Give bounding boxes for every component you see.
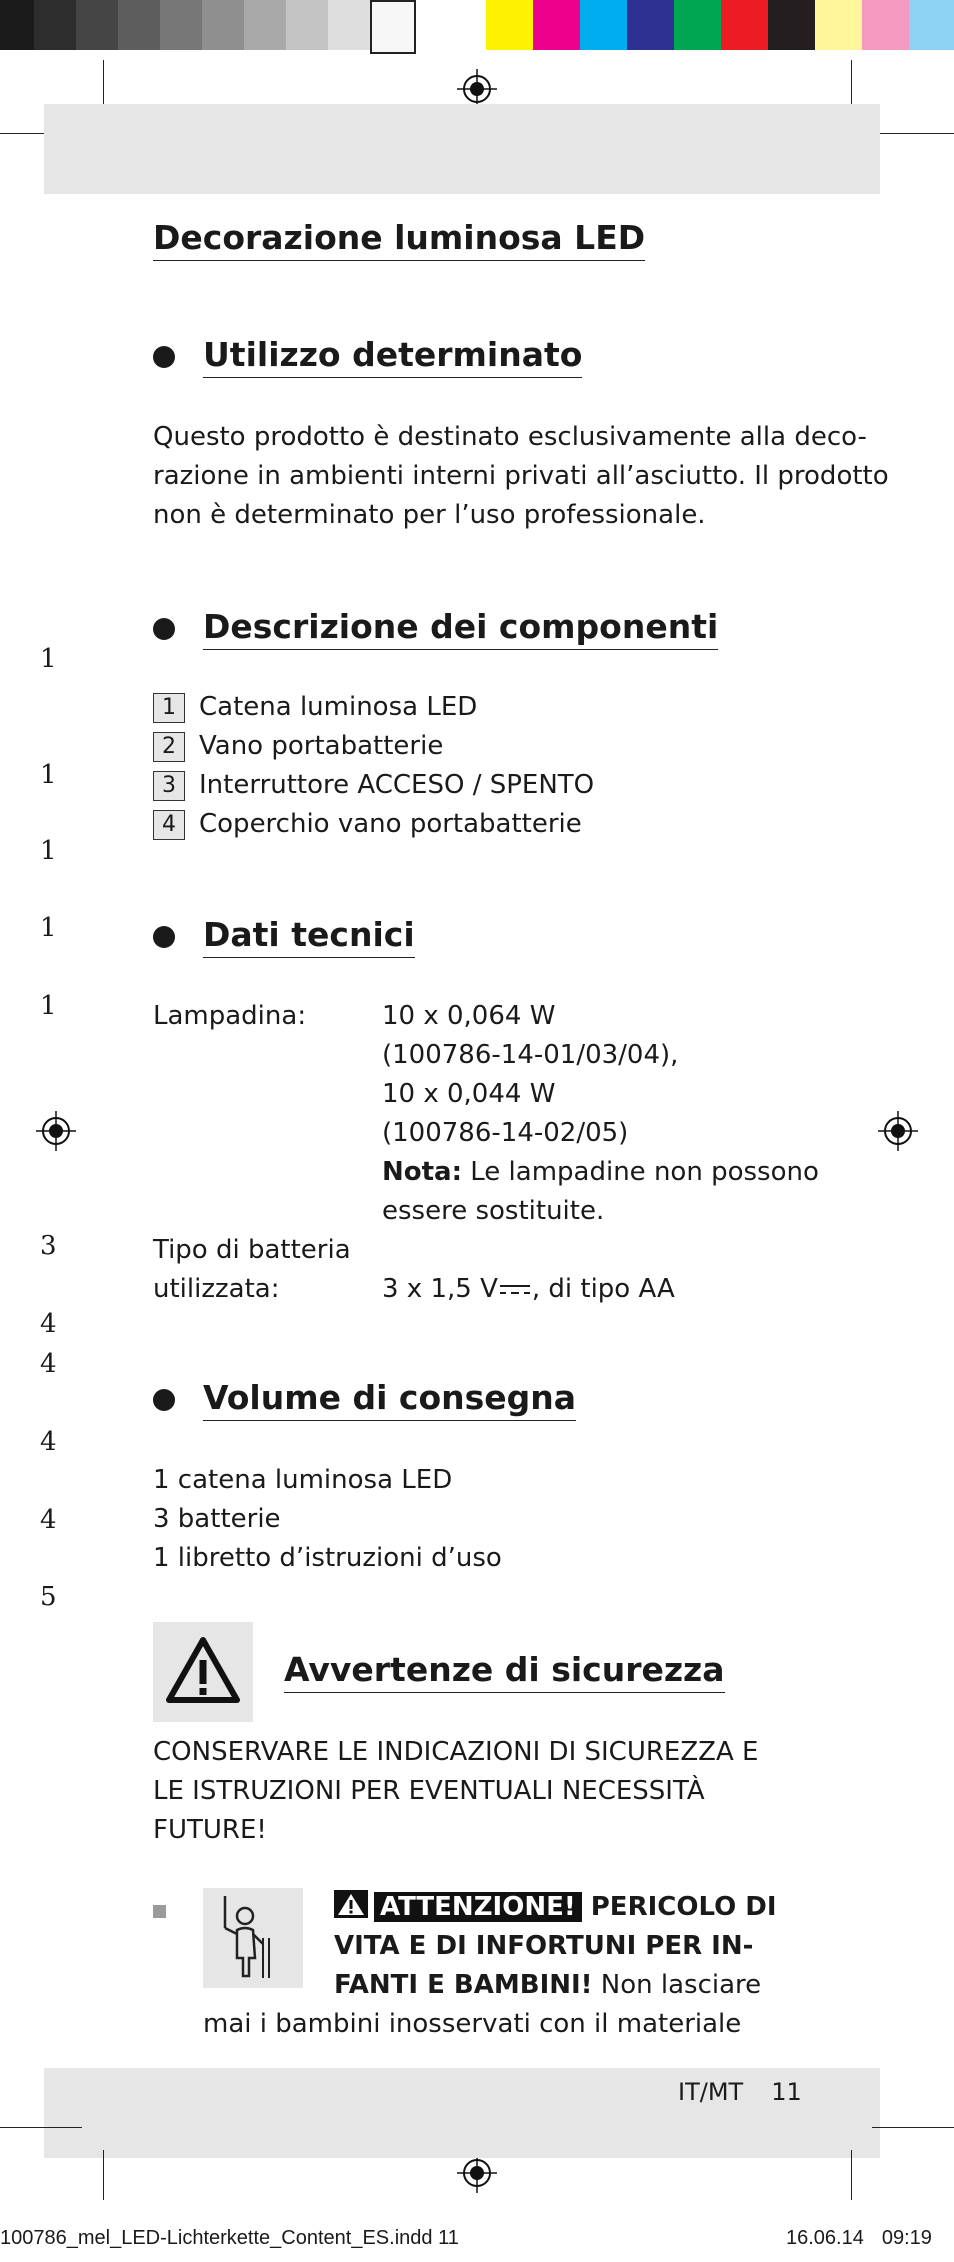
delivery-list xyxy=(153,1461,502,1578)
side-number: 4 xyxy=(40,1427,57,1457)
footer-page-label xyxy=(678,2073,802,2112)
crop-mark xyxy=(851,2150,852,2200)
heading-text: Avvertenze di sicurezza xyxy=(284,1650,725,1693)
side-number: 1 xyxy=(40,991,57,1021)
color-swatch xyxy=(286,0,328,50)
color-swatch xyxy=(76,0,118,50)
section-heading-delivery xyxy=(153,1378,576,1421)
item-label: Vano portabatterie xyxy=(199,731,444,761)
slug-date: 16.06.14 xyxy=(786,2227,864,2249)
section-heading-intended-use xyxy=(153,335,582,378)
page-title: Decorazione luminosa LED xyxy=(153,218,645,261)
bulb-values xyxy=(382,997,819,1231)
crop-mark xyxy=(872,2127,954,2128)
color-swatch xyxy=(909,0,954,50)
footer-lang: IT/MT xyxy=(678,2078,744,2106)
registration-mark-icon xyxy=(36,1111,76,1151)
crop-mark xyxy=(103,60,104,110)
list-item xyxy=(153,688,594,727)
footer-page-number: 11 xyxy=(771,2078,802,2106)
side-number: 4 xyxy=(40,1349,57,1379)
warning-triangle-icon xyxy=(334,1890,368,1918)
item-number: 4 xyxy=(153,810,185,840)
list-item: 1 catena luminosa LED xyxy=(153,1465,453,1495)
list-item xyxy=(153,805,594,844)
color-swatch xyxy=(160,0,202,50)
color-swatch xyxy=(118,0,160,50)
header-band xyxy=(44,104,880,194)
warning-line-1 xyxy=(334,1888,777,1927)
list-item: 3 batterie xyxy=(153,1504,281,1534)
components-list xyxy=(153,688,594,844)
bullet-icon xyxy=(153,618,175,640)
warning-triangle-box xyxy=(153,1622,253,1722)
slug-time: 09:19 xyxy=(881,2227,932,2249)
text-line: utilizzata: xyxy=(153,1274,280,1304)
bulb-label: Lampadina: xyxy=(153,1001,307,1031)
registration-mark-icon xyxy=(457,69,497,109)
section-heading-components xyxy=(153,607,718,650)
crop-mark xyxy=(103,2150,104,2200)
color-swatch xyxy=(0,0,34,50)
color-swatch xyxy=(627,0,674,50)
warning-text xyxy=(334,1888,777,2005)
item-number: 1 xyxy=(153,693,185,723)
color-swatch xyxy=(862,0,909,50)
item-number: 3 xyxy=(153,771,185,801)
text-line: LE ISTRUZIONI PER EVENTUALI NECESSITÀ xyxy=(153,1776,705,1806)
list-item: 1 libretto d’istruzioni d’uso xyxy=(153,1543,502,1573)
text-line: CONSERVARE LE INDICAZIONI DI SICUREZZA E xyxy=(153,1737,759,1767)
child-pictogram-box xyxy=(203,1888,303,1988)
color-swatch xyxy=(721,0,768,50)
bullet-icon xyxy=(153,926,175,948)
item-number: 2 xyxy=(153,732,185,762)
text-line: 10 x 0,044 W xyxy=(382,1079,556,1109)
color-swatch xyxy=(202,0,244,50)
heading-text: Descrizione dei componenti xyxy=(203,607,718,650)
color-swatch xyxy=(34,0,76,50)
warning-bold-text: PERICOLO DI xyxy=(581,1892,777,1922)
side-number: 3 xyxy=(40,1231,57,1261)
color-swatch xyxy=(580,0,627,50)
side-number: 1 xyxy=(40,836,57,866)
side-number: 1 xyxy=(40,913,57,943)
warning-bold-text: FANTI E BAMBINI! xyxy=(334,1970,593,2000)
list-item xyxy=(153,727,594,766)
side-number: 5 xyxy=(40,1582,57,1612)
color-swatch xyxy=(768,0,815,50)
text-line: (100786-14-02/05) xyxy=(382,1118,629,1148)
side-number: 1 xyxy=(40,760,57,790)
note-text: Le lampadine non possono xyxy=(462,1157,819,1187)
section-heading-safety xyxy=(284,1650,725,1693)
note-line xyxy=(382,1153,819,1192)
side-number: 4 xyxy=(40,1505,57,1535)
color-swatch xyxy=(674,0,721,50)
bullet-icon xyxy=(153,1389,175,1411)
crop-mark xyxy=(0,2127,82,2128)
heading-text: Utilizzo determinato xyxy=(203,335,582,378)
square-bullet-icon xyxy=(153,1905,166,1918)
battery-type-text: , di tipo AA xyxy=(531,1274,675,1304)
attention-label: ATTENZIONE! xyxy=(374,1892,582,1922)
text-line: (100786-14-01/03/04), xyxy=(382,1040,679,1070)
warning-text-line: Non lasciare xyxy=(592,1970,762,2000)
dc-symbol-icon xyxy=(498,1280,532,1300)
warning-line-3 xyxy=(334,1966,777,2005)
color-swatch xyxy=(486,0,533,50)
safety-caps-text xyxy=(153,1733,758,1850)
registration-mark-icon xyxy=(878,1111,918,1151)
battery-label xyxy=(153,1231,351,1309)
side-number: 4 xyxy=(40,1309,57,1339)
text-line: non è determinato per l’uso professionale. xyxy=(153,500,706,530)
intended-use-text xyxy=(153,418,889,535)
child-with-cord-icon xyxy=(203,1888,303,1988)
text-line: 10 x 0,064 W xyxy=(382,1001,556,1031)
heading-text: Volume di consegna xyxy=(203,1378,576,1421)
color-swatch xyxy=(244,0,286,50)
text-line: Questo prodotto è destinato esclusivamente alla deco- xyxy=(153,422,867,452)
warning-bold-text: VITA E DI INFORTUNI PER IN- xyxy=(334,1931,754,1961)
note-label: Nota: xyxy=(382,1157,462,1187)
color-swatch xyxy=(328,0,370,50)
voltage-text: 3 x 1,5 V xyxy=(382,1274,498,1304)
section-heading-tech-data xyxy=(153,915,415,958)
text-line: FUTURE! xyxy=(153,1815,267,1845)
text-line: Tipo di batteria xyxy=(153,1235,351,1265)
item-label: Coperchio vano portabatterie xyxy=(199,809,582,839)
battery-value xyxy=(382,1270,675,1309)
warning-triangle-icon xyxy=(153,1622,253,1722)
crop-mark xyxy=(851,60,852,110)
warning-text-continuation: mai i bambini inosservati con il materiale xyxy=(203,2009,742,2039)
color-swatch xyxy=(370,0,416,54)
item-label: Catena luminosa LED xyxy=(199,692,478,722)
bullet-icon xyxy=(153,346,175,368)
color-swatch xyxy=(533,0,580,50)
crop-mark xyxy=(872,133,954,134)
list-item xyxy=(153,766,594,805)
text-line: razione in ambienti interni privati all’asciutto. Il prodotto xyxy=(153,461,889,491)
heading-text: Dati tecnici xyxy=(203,915,415,958)
side-number: 1 xyxy=(40,644,57,674)
slug-filename: 100786_mel_LED-Lichterkette_Content_ES.indd 11 xyxy=(0,2227,459,2249)
color-swatch xyxy=(815,0,862,50)
item-label: Interruttore ACCESO / SPENTO xyxy=(199,770,595,800)
text-line: essere sostituite. xyxy=(382,1196,605,1226)
slug-datetime xyxy=(786,2227,932,2250)
registration-mark-icon xyxy=(457,2153,497,2193)
